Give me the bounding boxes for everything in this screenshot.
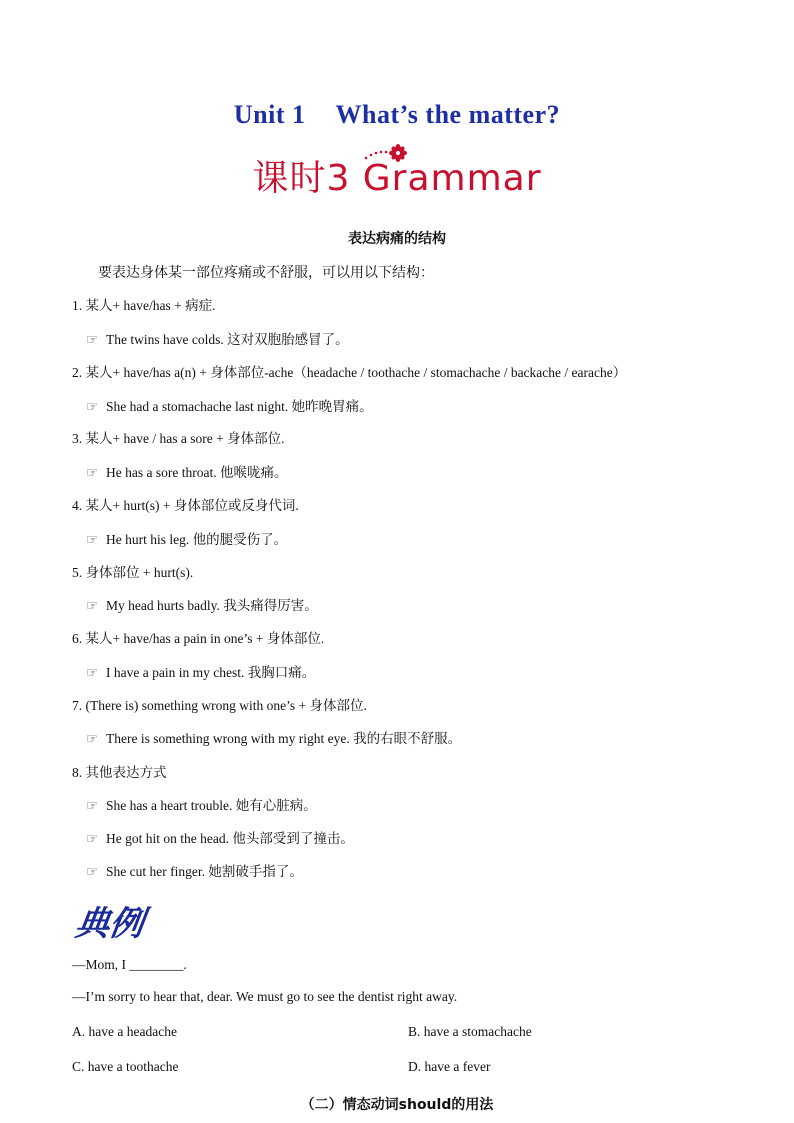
unit-title: [0, 100, 794, 130]
example-8c: [86, 860, 303, 880]
example-text: She cut her finger. 她割破手指了。: [106, 864, 303, 879]
rule-7: 7. (There is) something wrong with one’s + 身体部位.: [72, 698, 367, 713]
example-3: [86, 461, 287, 481]
rule-8: 8. 其他表达方式: [72, 765, 167, 780]
pointing-hand-icon: ☞: [86, 332, 99, 347]
intro-text: 要表达身体某一部位疼痛或不舒服，可以用以下结构：: [98, 266, 434, 281]
example-text: He has a sore throat. 他喉咙痛。: [106, 465, 288, 480]
example-text: I have a pain in my chest. 我胸口痛。: [106, 665, 316, 680]
rule-4: 4. 某人+ hurt(s) + 身体部位或反身代词.: [72, 498, 299, 513]
rule-3: 3. 某人+ have / has a sore + 身体部位.: [72, 431, 285, 446]
question-line-2: —I’m sorry to hear that, dear. We must go to see the dentist right away.: [72, 989, 458, 1004]
option-c: C. have a toothache: [72, 1059, 179, 1074]
rule-5: 5. 身体部位 + hurt(s).: [72, 565, 194, 580]
example-4: [86, 528, 287, 548]
pointing-hand-icon: ☞: [86, 798, 99, 813]
section-title: 表达病痛的结构: [348, 231, 446, 247]
next-section-title: （二）情态动词should的用法: [300, 1097, 494, 1113]
example-6: [86, 661, 315, 681]
example-text: She has a heart trouble. 她有心脏病。: [106, 798, 317, 813]
pointing-hand-icon: ☞: [86, 831, 99, 846]
pointing-hand-icon: ☞: [86, 399, 99, 414]
example-8b: [86, 827, 354, 847]
example-2: [86, 395, 373, 415]
option-a: A. have a headache: [72, 1024, 177, 1039]
example-8a: [86, 794, 317, 814]
example-7: [86, 727, 461, 747]
example-1: [86, 328, 349, 348]
example-5: [86, 594, 318, 614]
rule-6: 6. 某人+ have/has a pain in one’s + 身体部位.: [72, 631, 325, 646]
question-line-1: —Mom, I ________.: [72, 957, 187, 972]
pointing-hand-icon: ☞: [86, 864, 99, 879]
pointing-hand-icon: ☞: [86, 665, 99, 680]
pointing-hand-icon: ☞: [86, 598, 99, 613]
unit-label: Unit 1: [233, 100, 306, 129]
rule-2: 2. 某人+ have/has a(n) + 身体部位-ache（headache / toothache / stomachache / backache / earache）: [72, 365, 627, 380]
pointing-hand-icon: ☞: [86, 731, 99, 746]
lesson-title: 课时3 Grammar: [252, 158, 542, 199]
example-text: He got hit on the head. 他头部受到了撞击。: [106, 831, 354, 846]
example-text: There is something wrong with my right eye. 我的右眼不舒服。: [106, 731, 462, 746]
pointing-hand-icon: ☞: [86, 532, 99, 547]
example-text: She had a stomachache last night. 她昨晚胃痛。: [106, 399, 373, 414]
rule-1: 1. 某人+ have/has + 病症.: [72, 298, 216, 313]
example-stamp: 典例: [72, 904, 147, 944]
pointing-hand-icon: ☞: [86, 465, 99, 480]
unit-topic: What’s the matter?: [335, 100, 561, 129]
example-text: The twins have colds. 这对双胞胎感冒了。: [106, 332, 349, 347]
option-b: B. have a stomachache: [408, 1024, 532, 1039]
example-text: My head hurts badly. 我头痛得厉害。: [106, 598, 318, 613]
option-d: D. have a fever: [408, 1059, 491, 1074]
example-text: He hurt his leg. 他的腿受伤了。: [106, 532, 288, 547]
